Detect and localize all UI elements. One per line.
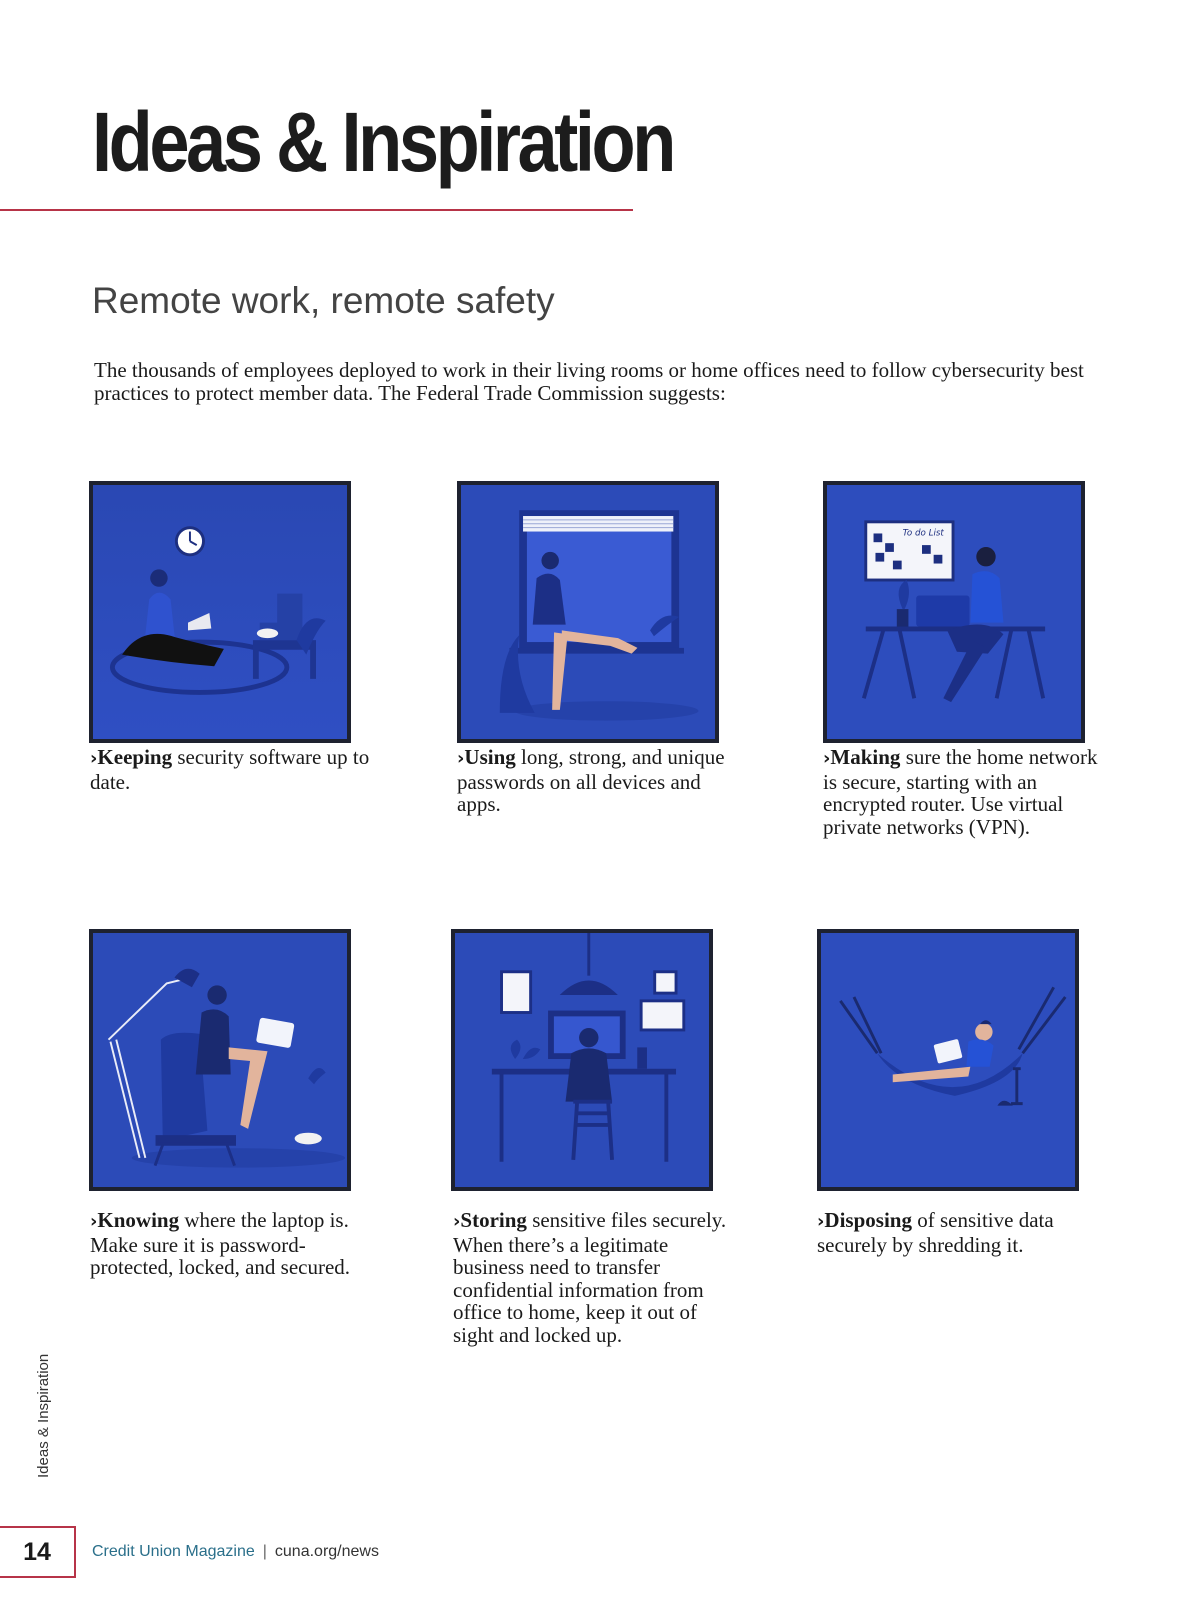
footer (92, 1543, 379, 1561)
man-armchair-laptop-illustration (89, 929, 351, 1191)
man-window-phone-illustration (457, 481, 719, 743)
chevron-right-icon: › (823, 748, 831, 769)
footer-separator: | (262, 1543, 267, 1560)
intro-paragraph: The thousands of employees deployed to work in their living rooms or home offices need to follow cybersecurity best practices to protect member data. The Federal Trade Commission suggests: (94, 358, 1084, 405)
tip-knowing: ›Knowing where the laptop is. Make sure it is password-protected, locked, and secured. (90, 1208, 351, 1279)
chevron-right-icon: › (817, 1211, 825, 1232)
tip-making: ›Making sure the home network is secure, starting with an encrypted router. Use virtual private networks (VPN). (823, 745, 1098, 839)
tip-using: ›Using long, strong, and unique passwords on all devices and apps. (457, 745, 725, 816)
tip-keeping: ›Keeping security software up to date. (90, 745, 370, 794)
page-title: Ideas & Inspiration (92, 95, 673, 189)
todo-board-label: To do List (902, 528, 944, 539)
chevron-right-icon: › (457, 748, 465, 769)
chevron-right-icon: › (90, 1211, 98, 1232)
title-divider (0, 209, 633, 211)
section-side-label: Ideas & Inspiration (35, 1353, 52, 1478)
footer-url-link[interactable]: cuna.org/news (274, 1543, 379, 1560)
man-hammock-laptop-illustration (817, 929, 1079, 1191)
chevron-right-icon: › (453, 1211, 461, 1232)
page-number: 14 (0, 1526, 76, 1578)
man-desk-todo-illustration (823, 481, 1085, 743)
magazine-name: Credit Union Magazine (92, 1543, 255, 1560)
woman-desk-monitor-illustration (451, 929, 713, 1191)
section-subtitle: Remote work, remote safety (92, 280, 555, 321)
woman-laptop-floor-illustration (89, 481, 351, 743)
chevron-right-icon: › (90, 748, 98, 769)
tip-storing: ›Storing sensitive files securely. When there’s a legitimate business need to transfer confidential information from office to home, keep it out of sight and locked up. (453, 1208, 727, 1347)
tip-disposing: ›Disposing of sensitive data securely by shredding it. (817, 1208, 1054, 1257)
